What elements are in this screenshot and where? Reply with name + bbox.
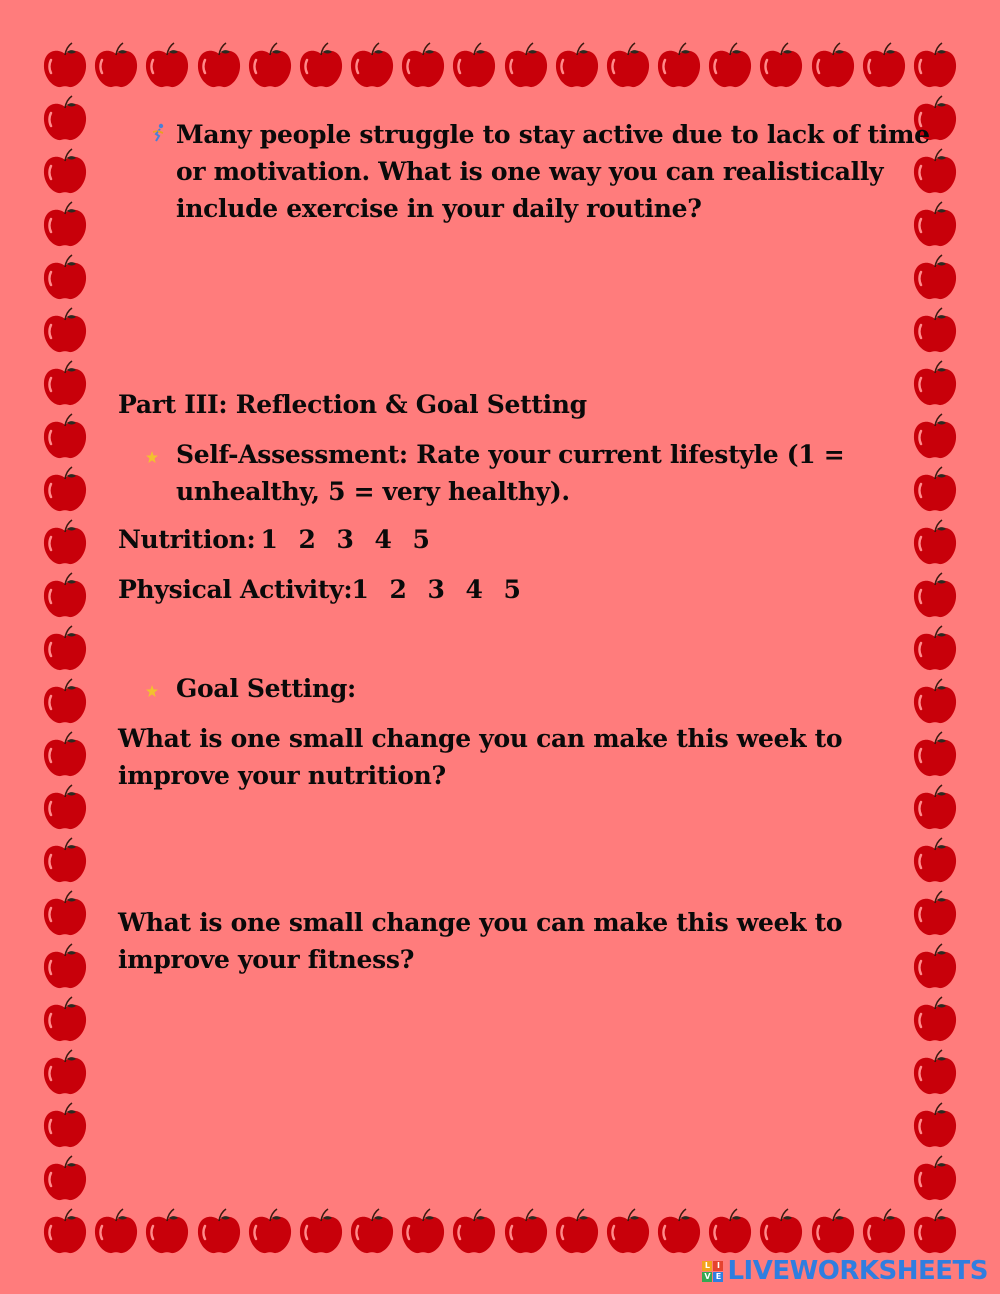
nutrition-rating-1[interactable]: 1 <box>260 525 278 554</box>
nutrition-rating-4[interactable]: 4 <box>374 525 392 554</box>
activity-rating-4[interactable]: 4 <box>465 575 483 604</box>
exercise-question-line-1: Many people struggle to stay active due to lack of time <box>176 120 930 149</box>
nutrition-answer-field[interactable] <box>118 800 878 900</box>
activity-rating-1[interactable]: 1 <box>351 575 369 604</box>
star-bullet-icon <box>145 684 159 698</box>
activity-rating-3[interactable]: 3 <box>427 575 445 604</box>
self-assessment-line-2: unhealthy, 5 = very healthy). <box>176 477 570 506</box>
fitness-answer-field[interactable] <box>118 985 878 1175</box>
star-bullet-icon <box>145 450 159 464</box>
liveworksheets-brand-text: LIVEWORKSHEETS <box>727 1256 988 1286</box>
liveworksheets-brand <box>702 1256 988 1286</box>
nutrition-question-line-1: What is one small change you can make this week to <box>118 724 843 753</box>
activity-rating-2[interactable]: 2 <box>389 575 407 604</box>
exercise-question-line-3: include exercise in your daily routine? <box>176 194 702 223</box>
activity-label: Physical Activity: <box>118 575 353 604</box>
activity-rating <box>341 571 531 608</box>
nutrition-label: Nutrition: <box>118 525 256 554</box>
part3-heading: Part III: Reflection & Goal Setting <box>118 390 587 419</box>
self-assessment-line-1: Self-Assessment: Rate your current lifestyle (1 = <box>176 440 845 469</box>
exercise-answer-field[interactable] <box>176 235 876 375</box>
runner-icon <box>148 123 168 143</box>
fitness-question-line-1: What is one small change you can make this week to <box>118 908 843 937</box>
liveworksheets-logo-icon: L I V E <box>702 1261 723 1282</box>
goal-setting-label: Goal Setting: <box>176 674 356 703</box>
nutrition-rating-5[interactable]: 5 <box>412 525 430 554</box>
nutrition-rating <box>250 521 440 558</box>
nutrition-rating-3[interactable]: 3 <box>336 525 354 554</box>
activity-rating-5[interactable]: 5 <box>503 575 521 604</box>
nutrition-question-line-2: improve your nutrition? <box>118 761 446 790</box>
nutrition-rating-2[interactable]: 2 <box>298 525 316 554</box>
fitness-question-line-2: improve your fitness? <box>118 945 415 974</box>
exercise-question-line-2: or motivation. What is one way you can realistically <box>176 157 884 186</box>
